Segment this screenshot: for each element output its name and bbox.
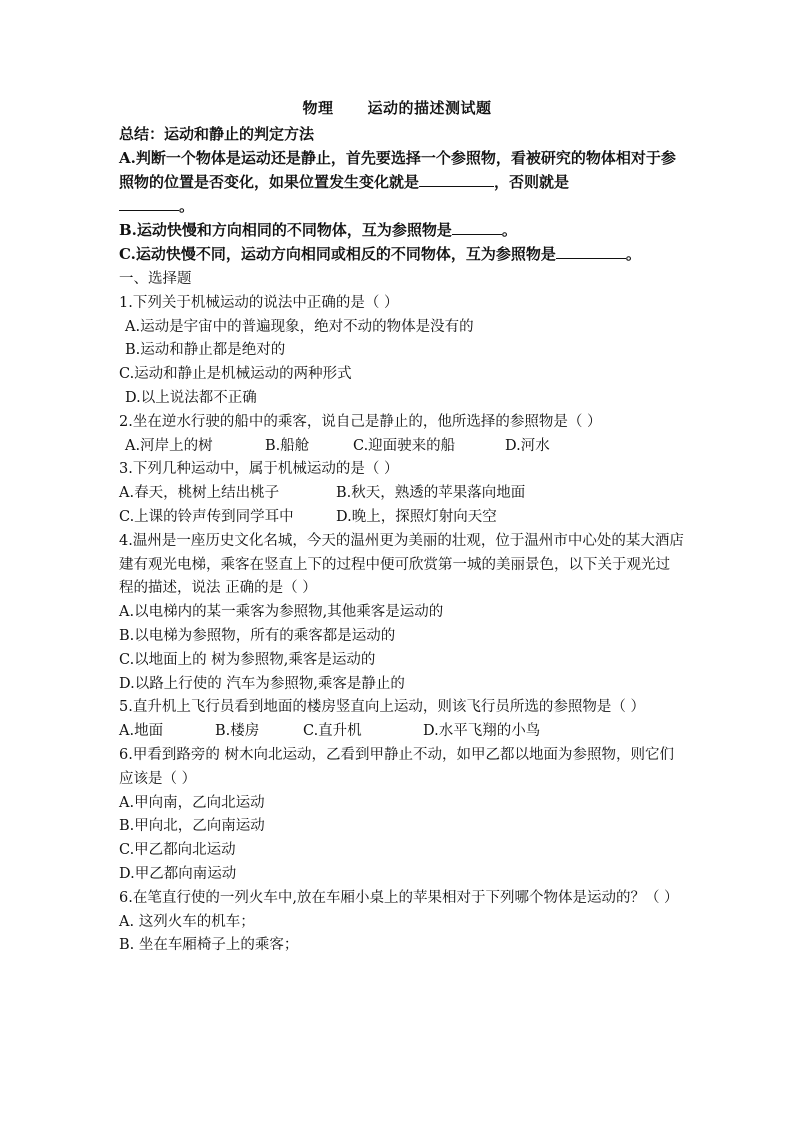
- option[interactable]: D.水平飞翔的小鸟: [423, 723, 541, 740]
- title-topic: 运动的描述测试题: [367, 99, 492, 117]
- option[interactable]: C.迎面驶来的船: [353, 437, 456, 454]
- option[interactable]: C.以地面上的 树为参照物,乘客是运动的: [119, 651, 376, 668]
- summary-c-text: C.运动快慢不同，运动方向相同或相反的不同物体，互为参照物是: [119, 245, 556, 263]
- title-subject: 物理: [302, 99, 334, 117]
- fill-blank[interactable]: [556, 243, 626, 259]
- option[interactable]: A.春天，桃树上结出桃子: [119, 485, 280, 502]
- option[interactable]: A.甲向南，乙向北运动: [119, 794, 265, 811]
- summary-block: [119, 122, 679, 266]
- section-heading: 一、选择题: [119, 271, 192, 287]
- option[interactable]: B. 坐在车厢椅子上的乘客；: [119, 937, 299, 954]
- summary-a-end: 。: [179, 197, 195, 215]
- option[interactable]: C.直升机: [303, 723, 362, 740]
- question-stem: 1.下列关于机械运动的说法中正确的是（ ）: [119, 294, 399, 311]
- option[interactable]: D.河水: [505, 437, 550, 454]
- page-title: [0, 97, 794, 118]
- option-row: [119, 720, 684, 744]
- summary-c-end: 。: [625, 245, 641, 263]
- option-row: [119, 506, 684, 530]
- fill-blank[interactable]: [419, 171, 494, 187]
- option[interactable]: B.秋天，熟透的苹果落向地面: [336, 485, 526, 502]
- option[interactable]: D.以上说法都不正确: [125, 389, 257, 406]
- option[interactable]: A.地面: [119, 723, 164, 740]
- option[interactable]: C.上课的铃声传到同学耳中: [119, 508, 294, 525]
- option[interactable]: C.甲乙都向北运动: [119, 842, 236, 859]
- summary-a: [119, 146, 679, 218]
- question-stem: 6.甲看到路旁的 树木向北运动，乙看到甲静止不动，如甲乙都以地面为参照物，则它们应该是（ ）: [119, 746, 674, 787]
- summary-b: [119, 218, 679, 242]
- summary-a-text-2: ，否则就是: [494, 173, 570, 191]
- option[interactable]: B.以电梯为参照物，所有的乘客都是运动的: [119, 627, 396, 644]
- option[interactable]: D.甲乙都向南运动: [119, 865, 237, 882]
- option[interactable]: A.运动是宇宙中的普遍现象，绝对不动的物体是没有的: [125, 318, 474, 335]
- question-stem: 4.温州是一座历史文化名城，今天的温州更为美丽的壮观，位于温州市中心处的某大酒店建有观光电梯，乘客在竖直上下的过程中便可欣赏第一城的美丽景色，以下关于观光过程的描述，说法 正确的是（ ）: [119, 532, 684, 597]
- option[interactable]: A.以电梯内的某一乘客为参照物,其他乘客是运动的: [119, 604, 444, 621]
- summary-c: [119, 242, 679, 266]
- option[interactable]: D.晚上，探照灯射向天空: [336, 508, 497, 525]
- summary-b-text: B.运动快慢和方向相同的不同物体，互为参照物是: [119, 221, 452, 239]
- question-list: [119, 268, 684, 958]
- question-stem: 6.在笔直行使的一列火车中,放在车厢小桌上的苹果相对于下列哪个物体是运动的？（ ）: [119, 889, 679, 906]
- option[interactable]: A. 这列火车的机车；: [119, 913, 255, 930]
- summary-b-end: 。: [501, 221, 517, 239]
- fill-blank[interactable]: [452, 219, 502, 235]
- question-stem: 2.坐在逆水行驶的船中的乘客，说自己是静止的，他所选择的参照物是（ ）: [119, 413, 602, 430]
- option-row: [119, 482, 684, 506]
- question-stem: 5.直升机上飞行员看到地面的楼房竖直向上运动，则该飞行员所选的参照物是（ ）: [119, 699, 645, 716]
- option[interactable]: C.运动和静止是机械运动的两种形式: [119, 366, 352, 383]
- option[interactable]: B.楼房: [215, 723, 260, 740]
- question-stem: 3.下列几种运动中，属于机械运动的是（ ）: [119, 461, 399, 478]
- option-row: [119, 435, 684, 459]
- option[interactable]: B.甲向北，乙向南运动: [119, 818, 265, 835]
- fill-blank[interactable]: [119, 195, 179, 211]
- option[interactable]: B.运动和静止都是绝对的: [125, 342, 286, 359]
- option[interactable]: D.以路上行使的 汽车为参照物,乘客是静止的: [119, 675, 405, 692]
- option[interactable]: A.河岸上的树: [125, 437, 213, 454]
- option[interactable]: B.船舱: [265, 437, 310, 454]
- summary-a-text: A.判断一个物体是运动还是静止，首先要选择一个参照物，看被研究的物体相对于参照物的位置是否变化，如果位置发生变化就是: [119, 149, 676, 191]
- summary-heading: 总结：运动和静止的判定方法: [119, 125, 315, 143]
